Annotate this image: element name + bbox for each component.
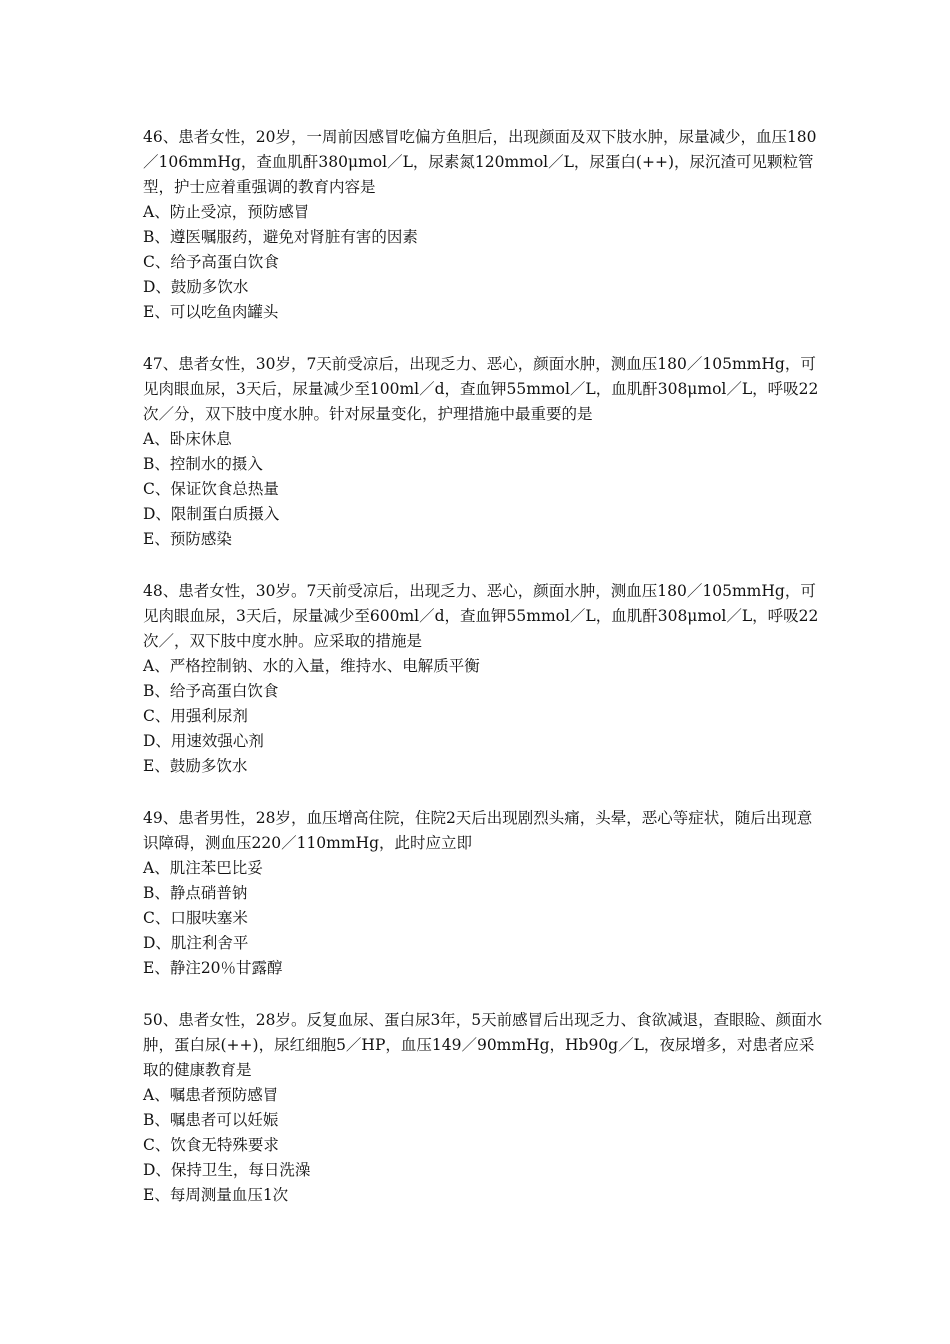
question-stem: 48、患者女性，30岁。7天前受凉后，出现乏力、恶心，颜面水肿，测血压180／105mmHg，可见肉眼血尿，3天后，尿量减少至600ml／d，查血钾55mmol／L，血肌酐308μmol／L，呼吸22次／，双下肢中度水肿。应采取的措施是 bbox=[143, 582, 819, 650]
option-a: A、肌注苯巴比妥 bbox=[143, 859, 263, 877]
option-list bbox=[143, 856, 823, 981]
question-48 bbox=[143, 579, 823, 779]
option-e: E、可以吃鱼肉罐头 bbox=[143, 303, 279, 321]
option-d: D、限制蛋白质摄入 bbox=[143, 505, 280, 523]
option-b: B、给予高蛋白饮食 bbox=[143, 682, 279, 700]
option-b: B、静点硝普钠 bbox=[143, 884, 248, 902]
option-c: C、保证饮食总热量 bbox=[143, 480, 279, 498]
option-d: D、肌注利舍平 bbox=[143, 934, 249, 952]
option-list bbox=[143, 200, 823, 325]
option-b: B、嘱患者可以妊娠 bbox=[143, 1111, 279, 1129]
option-c: C、口服呋塞米 bbox=[143, 909, 248, 927]
option-c: C、饮食无特殊要求 bbox=[143, 1136, 279, 1154]
option-a: A、嘱患者预防感冒 bbox=[143, 1086, 279, 1104]
option-d: D、保持卫生，每日洗澡 bbox=[143, 1161, 311, 1179]
option-e: E、静注20％甘露醇 bbox=[143, 959, 283, 977]
option-c: C、用强利尿剂 bbox=[143, 707, 248, 725]
option-list bbox=[143, 1083, 823, 1208]
question-stem: 46、患者女性，20岁，一周前因感冒吃偏方鱼胆后，出现颜面及双下肢水肿，尿量减少，血压180／106mmHg，查血肌酐380μmol／L，尿素氮120mmol／L，尿蛋白(++)，尿沉渣可见颗粒管型，护士应着重强调的教育内容是 bbox=[143, 128, 817, 196]
question-49 bbox=[143, 806, 823, 981]
option-c: C、给予高蛋白饮食 bbox=[143, 253, 279, 271]
option-a: A、严格控制钠、水的入量，维持水、电解质平衡 bbox=[143, 657, 480, 675]
option-e: E、预防感染 bbox=[143, 530, 232, 548]
option-b: B、控制水的摄入 bbox=[143, 455, 263, 473]
option-list bbox=[143, 427, 823, 552]
question-50 bbox=[143, 1008, 823, 1208]
question-stem: 50、患者女性，28岁。反复血尿、蛋白尿3年，5天前感冒后出现乏力、食欲减退，查眼睑、颜面水肿，蛋白尿(++)，尿红细胞5／HP，血压149／90mmHg，Hb90g／L，夜尿增多，对患者应采取的健康教育是 bbox=[143, 1011, 823, 1079]
question-46 bbox=[143, 125, 823, 325]
question-stem: 49、患者男性，28岁，血压增高住院，住院2天后出现剧烈头痛，头晕，恶心等症状，随后出现意识障碍，测血压220／110mmHg，此时应立即 bbox=[143, 809, 813, 852]
document-page bbox=[143, 125, 823, 1235]
question-stem: 47、患者女性，30岁，7天前受凉后，出现乏力、恶心，颜面水肿，测血压180／105mmHg，可见肉眼血尿，3天后，尿量减少至100ml／d，查血钾55mmol／L，血肌酐308μmol／L，呼吸22次／分，双下肢中度水肿。针对尿量变化，护理措施中最重要的是 bbox=[143, 355, 819, 423]
option-d: D、用速效强心剂 bbox=[143, 732, 264, 750]
option-d: D、鼓励多饮水 bbox=[143, 278, 249, 296]
option-e: E、鼓励多饮水 bbox=[143, 757, 248, 775]
option-b: B、遵医嘱服药，避免对肾脏有害的因素 bbox=[143, 228, 418, 246]
option-e: E、每周测量血压1次 bbox=[143, 1186, 289, 1204]
option-a: A、防止受凉，预防感冒 bbox=[143, 203, 310, 221]
option-a: A、卧床休息 bbox=[143, 430, 232, 448]
option-list bbox=[143, 654, 823, 779]
question-47 bbox=[143, 352, 823, 552]
